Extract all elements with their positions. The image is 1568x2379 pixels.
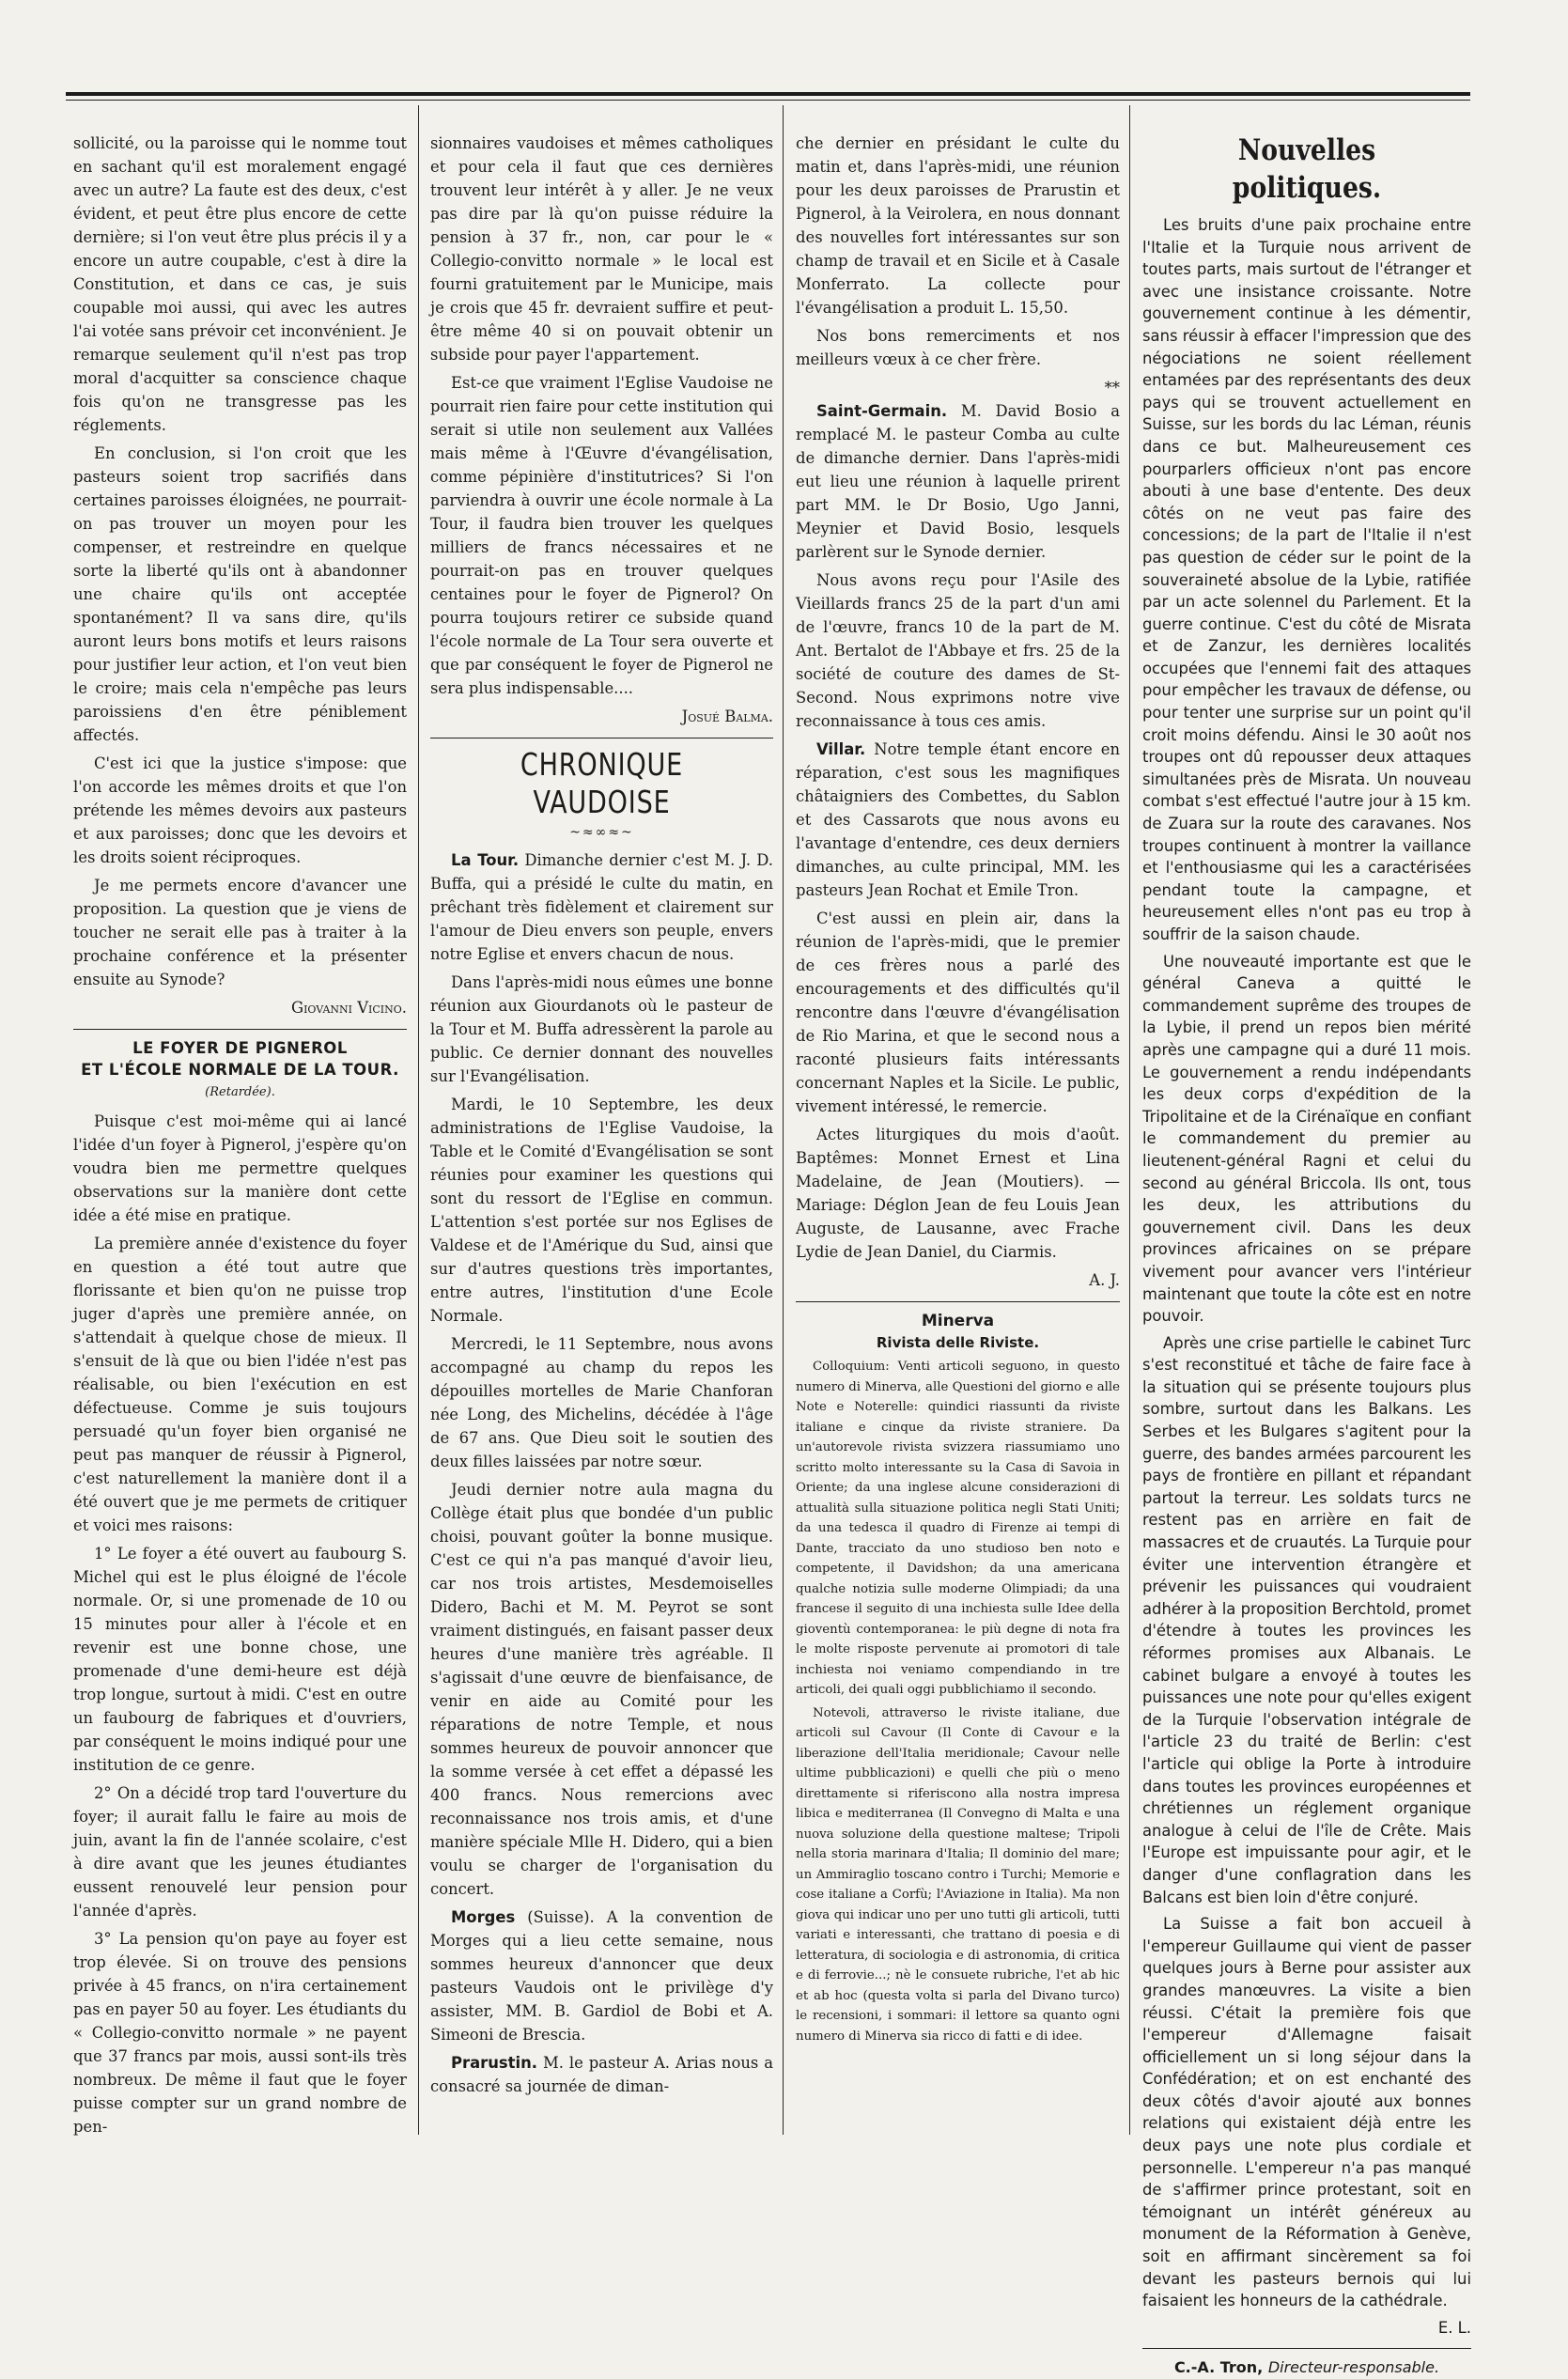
article-signature: Josué Balma. (681, 707, 773, 725)
news-item (796, 399, 1120, 564)
article-paragraph: Nous avons reçu pour l'Asile des Vieillards francs 25 de la part d'un ami de l'œuvre, francs 10 de la part de M. Ant. Bertalot de l'Abbaye et frs. 25 de la société de couture des dames de St-Second. Nous exprimons notre vive reconnaissance à tous ces amis. (796, 571, 1120, 730)
article-paragraph: Une nouveauté importante est que le général Caneva a quitté le commandement suprême des troupes de la Lybie, il prend un repos bien mérité après une campagne qui a duré 11 mois. Le gouvernement a rendu indépendants les deux corps d'expédition de la Tripolitaine et de la Cirénaïque en confiant le commandement du premier au lieutenent-général Ragni et celui du second au général Briccola. Ils ont, tous les deux, les attributions du gouvernement civil. Dans les deux provinces africaines on se prépare vivement pour avancer vers l'intérieur maintenant que toute la côte est en notre pouvoir. (1142, 952, 1471, 1326)
article-paragraph: 2° On a décidé trop tard l'ouverture du foyer; il aurait fallu le faire au mois de juin, avant la fin de l'année scolaire, c'est à dire avant que les jeunes étudiantes eussent renouvelé leur pension pour l'année d'après. (73, 1784, 407, 1920)
article-paragraph: Je me permets encore d'avancer une proposition. La question que je viens de toucher ne serait elle pas à traiter à la prochaine conférence et la présenter ensuite au Synode? (73, 877, 407, 988)
publisher-line (1142, 2356, 1471, 2379)
footer-divider (1142, 2348, 1471, 2349)
headline-line-2: ET L'ÉCOLE NORMALE DE LA TOUR. (81, 1061, 399, 1079)
article-paragraph: Est-ce que vraiment l'Eglise Vaudoise ne pourrait rien faire pour cette institution qui serait si utile non seulement aux Vallées mais même à l'Œuvre d'évangélisation, comme pépinière d'institutrices? Si l'on parviendra à ouvrir une école normale à La Tour, il faudra bien trouver les quelques milliers de francs nécessaires et ne pourrait-on pas en trouver quelques centaines pour le foyer de Pignerol? On pourra toujours retirer ce subside quand l'école normale de La Tour sera ouverte et que par conséquent le foyer de Pignerol ne sera plus indispensable.... (430, 374, 773, 697)
news-item (430, 2051, 773, 2098)
article-divider (430, 738, 773, 739)
minerva-title: Minerva (921, 1312, 995, 1330)
headline-note: (Retardée). (205, 1085, 275, 1099)
place-name: Morges (451, 1908, 516, 1926)
article-paragraph: Les bruits d'une paix prochaine entre l'Italie et la Turquie nous arrivent de toutes parts, mais surtout de l'étranger et avec une insistance croissante. Notre gouvernement continue à les démentir, sans réussir à effacer l'impression que des négociations ne soient réellement entamées par des représentants des deux pays qui se trouvent actuellement en Suisse, sur les bords du lac Léman, réunis dans ce but. Malheureusement ces pourparlers officieux n'ont pas encore abouti à une base d'entente. Des deux côtés on ne veut pas faire des concessions; de la part de l'Italie il n'est pas question de céder sur le point de la souveraineté absolue de la Lybie, ratifiée par un acte solennel du Parlement. Et la guerre continue. C'est du côté de Misrata et de Zanzur, les dernières localités occupées que l'ennemi fait des attaques pour empêcher les travaux de défense, ou pour tenter une surprise sur un point qu'il croit moins défendu. Ainsi le 30 août nos troupes ont dû repousser deux attaques simultanées près de Misrata. Un nouveau combat s'est effectué l'autre jour à 15 km. de Zuara sur la route des caravanes. Nos troupes continuent à montrer la vaillance et l'enthousiasme qui les a caractérisées pendant toute la campagne, et heureusement elles n'ont pas eu trop à souffrir de la saison chaude. (1142, 216, 1471, 943)
article-signature: Giovanni Vicino. (290, 999, 407, 1017)
article-paragraph: Jeudi dernier notre aula magna du Collège était plus que bondée d'un public choisi, pouvant goûter la bonne musique. C'est ce qui n'a pas manqué d'avoir lieu, car nos trois artistes, Mesdemoiselles Didero, Bachi et M. M. Peyrot se sont vraiment distingués, en faisant passer deux heures d'une manière très agréable. Il s'agissait d'une œuvre de bienfaisance, de venir en aide au Comité pour les réparations de notre Temple, et nous sommes heureux de pouvoir annoncer que la somme versée à cet effet a dépassé les 400 francs. Nous remercions avec reconnaissance nos trois amis, et d'une manière spéciale Mlle H. Didero, qui a bien voulu se charger de l'organisation du concert. (430, 1481, 773, 1898)
article-paragraph: En conclusion, si l'on croit que les pasteurs soient trop sacrifiés dans certaines paroisses éloignées, ne pourrait-on pas trouver un moyen pour les compenser, et restreindre en quelque sorte la liberté qu'ils ont à abandonner une chaire qu'ils ont acceptée spontanément? Il va sans dire, qu'ils auront leurs bons motifs et leurs raisons pour justifier leur action, et l'on veut bien le croire; mais cela n'empêche pas leurs paroissiens d'en être péniblement affectés. (73, 444, 407, 744)
news-item (430, 848, 773, 966)
article-paragraph: Mardi, le 10 Septembre, les deux administrations de l'Eglise Vaudoise, la Table et le Comité d'Evangélisation se sont réunies pour examiner les questions qui sont du ressort de l'Eglise en commun. L'attention s'est portée sur nos Eglises de Valdese et de l'Amérique du Sud, ainsi que sur d'autres questions très importantes, entre autres, l'institution d'une Ecole Normale. (430, 1096, 773, 1325)
article-paragraph: Puisque c'est moi-même qui ai lancé l'idée d'un foyer à Pignerol, j'espère qu'on voudra bien me permettre quelques observations sur la manière dont cette idée a été mise en pratique. (73, 1112, 407, 1224)
article-paragraph: La première année d'existence du foyer en question a été tout autre que florissante et bien qu'on ne puisse trop juger d'après une première année, on s'attendait à quelque chose de mieux. Il s'ensuit de là que ou bien l'idée n'est pas réalisable, ou bien l'exécution en est défectueuse. Comme je suis toujours persuadé qu'un foyer bien organisé ne peut pas manquer de réussir à Pignerol, c'est naturellement la manière dont il a été ouvert que je me permets de critiquer et voici mes raisons: (73, 1235, 407, 1534)
section-title: CHRONIQUE VAUDOISE (520, 746, 684, 820)
article-paragraph: 3° La pension qu'on paye au foyer est trop élevée. Si on trouve des pensions privée à 45 francs, on n'ira certainement pas en payer 50 au foyer. Les étudiants du « Collegio-convitto normale » ne payent que 37 francs par mois, aussi sont-ils très nombreux. De même il faut que le foyer puisse compter sur un grand nombre de pen- (73, 1930, 407, 2136)
article-paragraph: Colloquium: Venti articoli seguono, in questo numero di Minerva, alle Questioni del giorno e alle Note e Noterelle: quindici riassunti da riviste italiane e cinque da riviste straniere. Da un'autorevole rivista svizzera riassumiamo uno scritto molto interessante su la Casa di Savoia in Oriente; da una inglese alcune considerazioni di attualità sulla situazione politica negli Stati Uniti; da una tedesca il quadro di Firenze ai tempi di Dante, tracciato da uno studioso ben noto e competente, il Davidshon; da una americana qualche notizia sulle moderne Olimpiadi; da una francese il seguito di una inchiesta sulle Idee della gioventù contemporanea: le più degne di nota fra le molte risposte pervenute ai promotori di tale inchiesta noi veniamo compendiando in tre articoli, dei quali oggi pubblichiamo il secondo. (796, 1360, 1120, 1697)
column-divider (783, 105, 784, 2135)
news-item (796, 738, 1120, 902)
section-title: Nouvelles politiques. (1232, 133, 1382, 205)
minerva-review (796, 1357, 1120, 2046)
article-paragraph: C'est ici que la justice s'impose: que l'on accorde les mêmes droits et que l'on prétende les mêmes devoirs aux pasteurs et aux paroisses; donc que les devoirs et les droits soient réciproques. (73, 754, 407, 866)
minerva-subtitle: Rivista delle Riviste. (876, 1334, 1040, 1351)
publisher-role: Directeur-responsable. (1267, 2358, 1440, 2377)
news-text: M. David Bosio a remplacé M. le pasteur Comba au culte de dimanche dernier. Dans l'après-midi eut lieu une réunion à laquelle prirent part MM. le Dr Bosio, Ugo Janni, Meynier et David Bosio, lesquels parlèrent sur le Synode dernier. (796, 402, 1120, 561)
column-1 (73, 132, 407, 2161)
place-name: Prarustin. (451, 2054, 538, 2072)
place-name: Villar. (816, 740, 866, 758)
article-paragraph: Notevoli, attraverso le riviste italiane, due articoli sul Cavour (Il Conte di Cavour e la liberazione dell'Italia meridionale; Cavour nelle ultime pubblicazioni) e quelli che più o meno direttamente si riferiscono alla nostra impresa libica e mediterranea (Il Convegno di Malta e una nuova soluzione della questione maltese; Tripoli nella storia marinara d'Italia; Il dominio del mare; un Ammiraglio toscano contro i Turchi; Memorie e cose italiane a Corfù; l'Aviazione in Italia). Ma non giova qui indicar uno per uno tutti gli articoli, tutti variati e interessanti, che trattano di poesia e di letteratura, di sociologia e di astronomia, di critica e di ferrovie...; nè le consuete rubriche, l'et ab hic et ab hoc (questa volta si parla del Divano turco) le recensioni, i sommari: il lettore sa quanto ogni numero di Minerva sia ricco di fatti e di idee. (796, 1705, 1120, 2044)
article-divider (73, 1029, 407, 1030)
article-paragraph: sollicité, ou la paroisse qui le nomme tout en sachant qu'il est moralement engagé avec un autre? La faute est des deux, c'est évident, et peut être plus encore de cette dernière; si l'on veut être plus précis il y a encore un autre coupable, c'est à dire la Constitution, et dans ce cas, je suis coupable moi aussi, qui avec les autres l'ai votée sans prévoir cet inconvénient. Je remarque seulement qu'il n'est pas trop moral d'acquitter sa conscience chaque fois qu'on ne transgresse pas les réglements. (73, 134, 407, 434)
article-paragraph: C'est aussi en plein air, dans la réunion de l'après-midi, que le premier de ces frères nous a parlé des encouragements et des difficultés qu'il rencontre dans l'œuvre d'évangélisation de Rio Marina, et que le second nous a raconté plusieurs faits intéressants concernant Naples et la Sicile. Le public, vivement intéressé, le remercie. (796, 910, 1120, 1115)
column-3 (796, 132, 1120, 2161)
column-divider (418, 105, 419, 2135)
headline-line-1: LE FOYER DE PIGNEROL (132, 1039, 348, 1057)
article-divider (796, 1301, 1120, 1302)
news-text: Dimanche dernier c'est M. J. D. Buffa, qui a présidé le culte du matin, en prêchant très fidèlement et clairement sur l'amour de Dieu envers son peuple, envers notre Eglise et envers chacun de nous. (430, 851, 773, 963)
place-name: La Tour. (451, 851, 520, 869)
column-2 (430, 132, 773, 2161)
publisher-name: C.-A. Tron, (1173, 2358, 1264, 2377)
news-text: M. le pasteur A. Arias nous a consacré sa journée de diman- (430, 2054, 774, 2095)
news-item (430, 1905, 773, 2046)
article-initials: E. L. (1437, 2318, 1471, 2337)
article-paragraph: Actes liturgiques du mois d'août. Baptêmes: Monnet Ernest et Lina Madelaine, de Jean (Moutiers). — Mariage: Déglon Jean de feu Louis Jean Auguste, de Lausanne, avec Frache Lydie de Jean Daniel, du Ciarmis. (796, 1126, 1120, 1261)
article-paragraph: che dernier en présidant le culte du matin et, dans l'après-midi, une réunion pour les deux paroisses de Prarustin et Pignerol, à la Veirolera, en nous donnant des nouvelles fort intéressantes sur son champ de travail et en Sicile et à Casale Monferrato. La collecte pour l'évangélisation a produit L. 15,50. (796, 134, 1120, 317)
news-text: Notre temple étant encore en réparation, c'est sous les magnifiques châtaigniers des Combettes, du Sablon et des Cassarots que nous avons eu l'avantage d'entendre, ces deux derniers dimanches, au culte principal, MM. les pasteurs Jean Rochat et Emile Tron. (796, 740, 1120, 899)
article-paragraph: Mercredi, le 11 Septembre, nous avons accompagné au champ du repos les dépouilles mortelles de Marie Chanforan née Long, des Michelins, décédée à l'âge de 67 ans. Que Dieu soit le soutien des deux filles laissées par notre sœur. (430, 1335, 773, 1470)
ornament: ~≈∞≈~ (569, 825, 634, 840)
article-paragraph: Dans l'après-midi nous eûmes une bonne réunion aux Giourdanots où le pasteur de la Tour et M. Buffa adressèrent la parole au public. Ce dernier donnant des nouvelles sur l'Evangélisation. (430, 973, 773, 1085)
article-paragraph: 1° Le foyer a été ouvert au faubourg S. Michel qui est le plus éloigné de l'école normale. Or, si une promenade de 10 ou 15 minutes pour aller à l'école et en revenir est une bonne chose, une promenade d'une demi-heure est déjà trop longue, surtout à midi. C'est en outre un faubourg de fabriques et d'ouvriers, par conséquent le moins indiqué pour une institution de ce genre. (73, 1545, 407, 1774)
top-rule-thin (66, 100, 1470, 101)
separator-stars: ** (1104, 379, 1120, 396)
article-paragraph: La Suisse a fait bon accueil à l'empereur Guillaume qui vient de passer quelques jours à Berne pour assister aux grandes manœuvres. La visite a bien réussi. C'était la première fois que l'empereur d'Allemagne faisait officiellement un si long séjour dans la Confédération; et on est enchanté des deux côtés d'avoir ajouté aux bonnes relations qui existaient déjà entre les deux pays une note plus cordiale et personnelle. L'empereur n'a pas manqué de s'affirmer prince protestant, soit en témoignant un intérêt généreux au monument de la Réformation à Genève, soit en affirmant sincèrement sa foi devant les pasteurs bernois qui lui faisaient les honneurs de la cathédrale. (1142, 1915, 1471, 2310)
column-divider (1129, 105, 1130, 2135)
article-paragraph: Après une crise partielle le cabinet Turc s'est reconstitué et tâche de faire face à la situation qui se présente toujours plus sombre, surtout dans les Balkans. Les Serbes et les Bulgares s'agitent pour la guerre, des bandes armées parcourent les pays de frontière en pillant et répandant partout la terreur. Les soldats turcs ne restent pas en arrière en fait de massacres et de cruautés. La Turquie pour éviter une intervention étrangère et prévenir les puissances qui voudraient adhérer à la proposition Berchtold, promet d'étendre à toutes les provinces les réformes promises aux Albanais. Le cabinet bulgare a envoyé à toutes les puissances une note pour qu'elles exigent de la Turquie l'observation intégrale de l'article 23 du traité de Berlin: c'est l'article qui oblige la Porte à introduire dans toutes les provinces européennes et chrétiennes un réglement organique analogue à celui de l'île de Crête. Mais l'Europe est impuissante pour agir, et le danger d'une conflagration dans les Balcans est bien loin d'être conjuré. (1142, 1333, 1471, 1906)
top-rule (66, 92, 1470, 96)
article-paragraph: sionnaires vaudoises et mêmes catholiques et pour cela il faut que ces dernières trouvent leur intérêt à y aller. Je ne veux pas dire par là qu'on puisse réduire la pension à 37 fr., non, car pour le « Collegio-convitto normale » le local est fourni gratuitement par le Municipe, mais je crois que 45 fr. devraient suffire et peut-être même 40 si on pouvait obtenir un subside pour payer l'appartement. (430, 134, 773, 364)
column-4 (1142, 132, 1471, 2377)
article-initials: A. J. (1089, 1271, 1120, 1289)
news-text: (Suisse). A la convention de Morges qui a lieu cette semaine, nous sommes heureux d'annoncer que deux pasteurs Vaudois ont le privilège d'y assister, MM. B. Gardiol de Bobi et A. Simeoni de Brescia. (430, 1908, 773, 2044)
article-paragraph: Nos bons remerciments et nos meilleurs vœux à ce cher frère. (796, 327, 1120, 368)
place-name: Saint-Germain. (816, 402, 948, 420)
